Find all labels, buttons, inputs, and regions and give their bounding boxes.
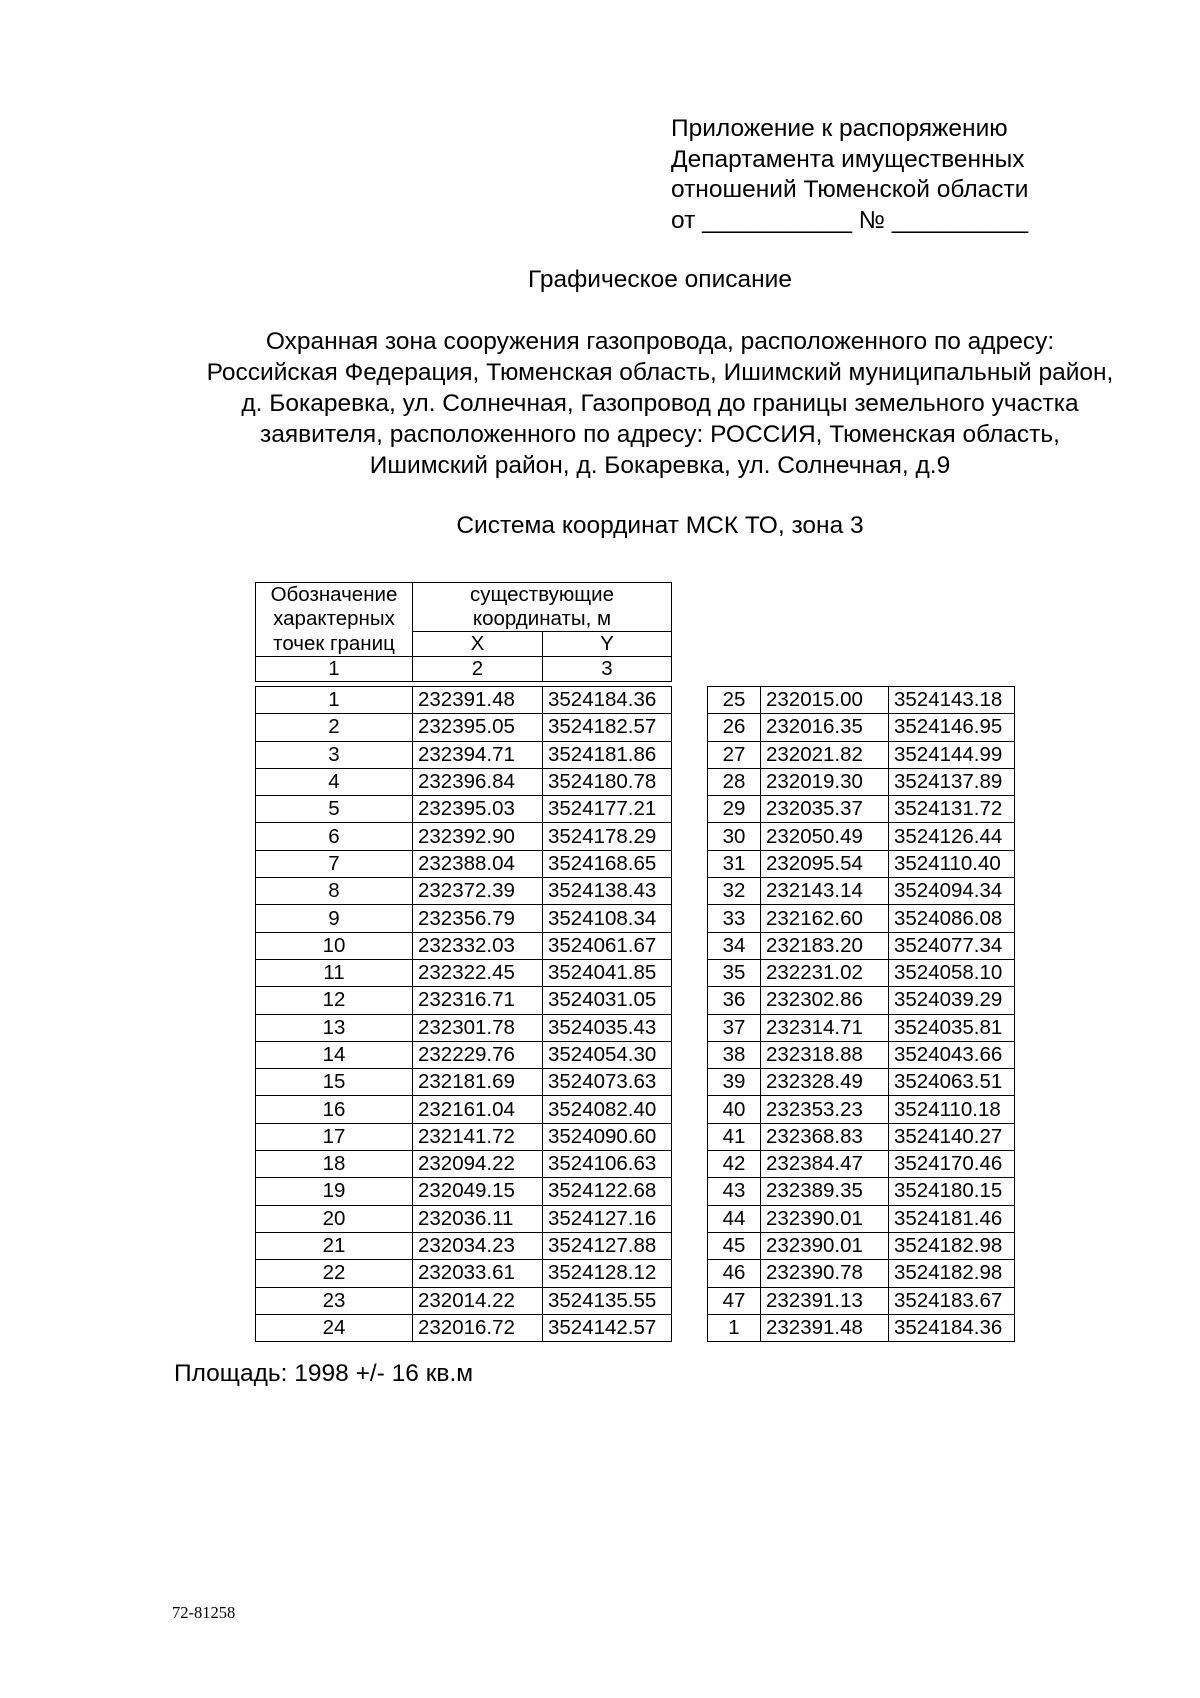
y-coordinate-cell: 3524181.86 xyxy=(543,741,672,768)
point-id-cell: 37 xyxy=(708,1014,761,1041)
y-coordinate-cell: 3524131.72 xyxy=(889,796,1015,823)
x-coordinate-cell: 232390.78 xyxy=(761,1260,889,1287)
header-y-label: Y xyxy=(543,632,672,657)
point-id-cell: 29 xyxy=(708,796,761,823)
table-row xyxy=(708,905,1015,932)
y-coordinate-cell: 3524082.40 xyxy=(543,1096,672,1123)
x-coordinate-cell: 232353.23 xyxy=(761,1096,889,1123)
description-line: Ишимский район, д. Бокаревка, ул. Солнечная, д.9 xyxy=(369,452,951,479)
point-id-cell: 2 xyxy=(256,714,413,741)
appendix-line: Приложение к распоряжению xyxy=(671,115,1008,142)
description-line: Российская Федерация, Тюменская область, Ишимский муниципальный район, xyxy=(206,359,1114,386)
table-row xyxy=(256,987,672,1014)
x-coordinate-cell: 232388.04 xyxy=(413,850,543,877)
point-id-cell: 15 xyxy=(256,1069,413,1096)
x-coordinate-cell: 232314.71 xyxy=(761,1014,889,1041)
point-id-cell: 1 xyxy=(256,687,413,714)
x-coordinate-cell: 232394.71 xyxy=(413,741,543,768)
header-column-number: 1 xyxy=(256,657,413,682)
point-id-cell: 1 xyxy=(708,1314,761,1341)
x-coordinate-cell: 232302.86 xyxy=(761,987,889,1014)
point-id-cell: 38 xyxy=(708,1041,761,1068)
x-coordinate-cell: 232141.72 xyxy=(413,1123,543,1150)
y-coordinate-cell: 3524035.81 xyxy=(889,1014,1015,1041)
header-x-label: X xyxy=(413,632,543,657)
y-coordinate-cell: 3524184.36 xyxy=(889,1314,1015,1341)
x-coordinate-cell: 232050.49 xyxy=(761,823,889,850)
y-coordinate-cell: 3524135.55 xyxy=(543,1287,672,1314)
x-coordinate-cell: 232395.05 xyxy=(413,714,543,741)
x-coordinate-cell: 232332.03 xyxy=(413,932,543,959)
table-row xyxy=(256,905,672,932)
x-coordinate-cell: 232301.78 xyxy=(413,1014,543,1041)
point-id-cell: 39 xyxy=(708,1069,761,1096)
x-coordinate-cell: 232143.14 xyxy=(761,878,889,905)
table-row xyxy=(256,1314,672,1341)
y-coordinate-cell: 3524140.27 xyxy=(889,1123,1015,1150)
point-id-cell: 16 xyxy=(256,1096,413,1123)
x-coordinate-cell: 232162.60 xyxy=(761,905,889,932)
table-row xyxy=(256,687,672,714)
point-id-cell: 40 xyxy=(708,1096,761,1123)
y-coordinate-cell: 3524138.43 xyxy=(543,878,672,905)
y-coordinate-cell: 3524182.98 xyxy=(889,1260,1015,1287)
y-coordinate-cell: 3524181.46 xyxy=(889,1205,1015,1232)
x-coordinate-cell: 232389.35 xyxy=(761,1178,889,1205)
y-coordinate-cell: 3524170.46 xyxy=(889,1151,1015,1178)
point-id-cell: 24 xyxy=(256,1314,413,1341)
y-coordinate-cell: 3524128.12 xyxy=(543,1260,672,1287)
y-coordinate-cell: 3524110.40 xyxy=(889,850,1015,877)
y-coordinate-cell: 3524183.67 xyxy=(889,1287,1015,1314)
header-point-label-line: Обозначение xyxy=(256,583,413,608)
y-coordinate-cell: 3524061.67 xyxy=(543,932,672,959)
point-id-cell: 4 xyxy=(256,768,413,795)
x-coordinate-cell: 232396.84 xyxy=(413,768,543,795)
appendix-line: Департамента имущественных xyxy=(671,145,1025,173)
table-row xyxy=(708,878,1015,905)
table-row xyxy=(256,1096,672,1123)
header-coords-label-line: координаты, м xyxy=(413,607,672,632)
point-id-cell: 47 xyxy=(708,1287,761,1314)
point-id-cell: 27 xyxy=(708,741,761,768)
point-id-cell: 6 xyxy=(256,823,413,850)
header-point-label-line: точек границ xyxy=(256,632,413,657)
y-coordinate-cell: 3524143.18 xyxy=(889,687,1015,714)
appendix-header xyxy=(671,114,1091,236)
point-id-cell: 35 xyxy=(708,959,761,986)
y-coordinate-cell: 3524177.21 xyxy=(543,796,672,823)
description-line: д. Бокаревка, ул. Солнечная, Газопровод до границы земельного участка xyxy=(241,390,1079,417)
y-coordinate-cell: 3524073.63 xyxy=(543,1069,672,1096)
x-coordinate-cell: 232318.88 xyxy=(761,1041,889,1068)
header-column-number: 2 xyxy=(413,657,543,682)
header-point-label-line: характерных xyxy=(256,607,413,632)
y-coordinate-cell: 3524137.89 xyxy=(889,768,1015,795)
point-id-cell: 13 xyxy=(256,1014,413,1041)
point-id-cell: 19 xyxy=(256,1178,413,1205)
y-coordinate-cell: 3524054.30 xyxy=(543,1041,672,1068)
x-coordinate-cell: 232183.20 xyxy=(761,932,889,959)
y-coordinate-cell: 3524122.68 xyxy=(543,1178,672,1205)
table-row xyxy=(256,796,672,823)
y-coordinate-cell: 3524180.78 xyxy=(543,768,672,795)
coordinate-system-label: Система координат МСК ТО, зона 3 xyxy=(456,512,864,539)
y-coordinate-cell: 3524043.66 xyxy=(889,1041,1015,1068)
table-row xyxy=(256,1069,672,1096)
y-coordinate-cell: 3524086.08 xyxy=(889,905,1015,932)
table-row xyxy=(708,1041,1015,1068)
y-coordinate-cell: 3524127.88 xyxy=(543,1232,672,1259)
point-id-cell: 18 xyxy=(256,1151,413,1178)
y-coordinate-cell: 3524182.98 xyxy=(889,1232,1015,1259)
y-coordinate-cell: 3524090.60 xyxy=(543,1123,672,1150)
point-id-cell: 41 xyxy=(708,1123,761,1150)
y-coordinate-cell: 3524077.34 xyxy=(889,932,1015,959)
table-row xyxy=(256,878,672,905)
table-row xyxy=(256,741,672,768)
document-title: Графическое описание xyxy=(528,266,792,293)
table-row xyxy=(708,1205,1015,1232)
coords-table-right xyxy=(707,686,1015,1342)
x-coordinate-cell: 232391.13 xyxy=(761,1287,889,1314)
y-coordinate-cell: 3524106.63 xyxy=(543,1151,672,1178)
point-id-cell: 17 xyxy=(256,1123,413,1150)
x-coordinate-cell: 232229.76 xyxy=(413,1041,543,1068)
x-coordinate-cell: 232391.48 xyxy=(761,1314,889,1341)
y-coordinate-cell: 3524168.65 xyxy=(543,850,672,877)
table-row xyxy=(708,796,1015,823)
table-row xyxy=(256,1287,672,1314)
point-id-cell: 21 xyxy=(256,1232,413,1259)
y-coordinate-cell: 3524039.29 xyxy=(889,987,1015,1014)
description-line: Охранная зона сооружения газопровода, расположенного по адресу: xyxy=(265,328,1055,355)
point-id-cell: 26 xyxy=(708,714,761,741)
document-code: 72-81258 xyxy=(172,1603,236,1622)
table-row xyxy=(256,1178,672,1205)
appendix-date-number-line: от ___________ № __________ xyxy=(671,206,1029,234)
y-coordinate-cell: 3524178.29 xyxy=(543,823,672,850)
header-coords-label-line: существующие xyxy=(413,583,672,608)
y-coordinate-cell: 3524110.18 xyxy=(889,1096,1015,1123)
point-id-cell: 36 xyxy=(708,987,761,1014)
x-coordinate-cell: 232016.72 xyxy=(413,1314,543,1341)
area-label: Площадь: 1998 +/- 16 кв.м xyxy=(174,1360,474,1387)
x-coordinate-cell: 232384.47 xyxy=(761,1151,889,1178)
point-id-cell: 32 xyxy=(708,878,761,905)
y-coordinate-cell: 3524058.10 xyxy=(889,959,1015,986)
point-id-cell: 28 xyxy=(708,768,761,795)
x-coordinate-cell: 232372.39 xyxy=(413,878,543,905)
table-row xyxy=(708,768,1015,795)
table-row xyxy=(708,1232,1015,1259)
y-coordinate-cell: 3524180.15 xyxy=(889,1178,1015,1205)
table-row xyxy=(708,823,1015,850)
table-row xyxy=(708,1069,1015,1096)
y-coordinate-cell: 3524094.34 xyxy=(889,878,1015,905)
table-row xyxy=(256,1205,672,1232)
x-coordinate-cell: 232095.54 xyxy=(761,850,889,877)
point-id-cell: 8 xyxy=(256,878,413,905)
table-row xyxy=(256,714,672,741)
x-coordinate-cell: 232036.11 xyxy=(413,1205,543,1232)
x-coordinate-cell: 232016.35 xyxy=(761,714,889,741)
header-column-number: 3 xyxy=(543,657,672,682)
point-id-cell: 5 xyxy=(256,796,413,823)
point-id-cell: 31 xyxy=(708,850,761,877)
point-id-cell: 45 xyxy=(708,1232,761,1259)
x-coordinate-cell: 232356.79 xyxy=(413,905,543,932)
x-coordinate-cell: 232391.48 xyxy=(413,687,543,714)
table-row xyxy=(708,714,1015,741)
table-row xyxy=(256,850,672,877)
point-id-cell: 23 xyxy=(256,1287,413,1314)
x-coordinate-cell: 232395.03 xyxy=(413,796,543,823)
y-coordinate-cell: 3524127.16 xyxy=(543,1205,672,1232)
table-row xyxy=(708,1178,1015,1205)
x-coordinate-cell: 232014.22 xyxy=(413,1287,543,1314)
y-coordinate-cell: 3524146.95 xyxy=(889,714,1015,741)
x-coordinate-cell: 232015.00 xyxy=(761,687,889,714)
table-row xyxy=(256,959,672,986)
coords-table-header xyxy=(255,582,672,682)
x-coordinate-cell: 232094.22 xyxy=(413,1151,543,1178)
point-id-cell: 33 xyxy=(708,905,761,932)
table-row xyxy=(256,1151,672,1178)
table-row xyxy=(708,1314,1015,1341)
point-id-cell: 25 xyxy=(708,687,761,714)
x-coordinate-cell: 232181.69 xyxy=(413,1069,543,1096)
table-row xyxy=(708,741,1015,768)
x-coordinate-cell: 232033.61 xyxy=(413,1260,543,1287)
point-id-cell: 30 xyxy=(708,823,761,850)
coords-table-left xyxy=(255,686,672,1342)
point-id-cell: 12 xyxy=(256,987,413,1014)
x-coordinate-cell: 232035.37 xyxy=(761,796,889,823)
point-id-cell: 11 xyxy=(256,959,413,986)
y-coordinate-cell: 3524108.34 xyxy=(543,905,672,932)
point-id-cell: 34 xyxy=(708,932,761,959)
point-id-cell: 3 xyxy=(256,741,413,768)
point-id-cell: 43 xyxy=(708,1178,761,1205)
point-id-cell: 22 xyxy=(256,1260,413,1287)
x-coordinate-cell: 232034.23 xyxy=(413,1232,543,1259)
object-description xyxy=(150,326,1170,481)
table-row xyxy=(256,768,672,795)
table-row xyxy=(708,1123,1015,1150)
table-row xyxy=(256,1014,672,1041)
table-row xyxy=(708,932,1015,959)
description-line: заявителя, расположенного по адресу: РОССИЯ, Тюменская область, xyxy=(260,421,1060,448)
y-coordinate-cell: 3524035.43 xyxy=(543,1014,672,1041)
table-row xyxy=(708,1287,1015,1314)
table-row xyxy=(708,1096,1015,1123)
table-row xyxy=(708,1260,1015,1287)
point-id-cell: 42 xyxy=(708,1151,761,1178)
x-coordinate-cell: 232049.15 xyxy=(413,1178,543,1205)
table-row xyxy=(708,987,1015,1014)
x-coordinate-cell: 232316.71 xyxy=(413,987,543,1014)
x-coordinate-cell: 232019.30 xyxy=(761,768,889,795)
x-coordinate-cell: 232390.01 xyxy=(761,1205,889,1232)
x-coordinate-cell: 232328.49 xyxy=(761,1069,889,1096)
table-row xyxy=(708,959,1015,986)
point-id-cell: 7 xyxy=(256,850,413,877)
table-row xyxy=(256,1260,672,1287)
x-coordinate-cell: 232392.90 xyxy=(413,823,543,850)
appendix-line: отношений Тюменской области xyxy=(671,176,1029,203)
table-row xyxy=(256,823,672,850)
table-row xyxy=(256,1232,672,1259)
y-coordinate-cell: 3524182.57 xyxy=(543,714,672,741)
x-coordinate-cell: 232161.04 xyxy=(413,1096,543,1123)
x-coordinate-cell: 232021.82 xyxy=(761,741,889,768)
table-row xyxy=(708,1014,1015,1041)
x-coordinate-cell: 232322.45 xyxy=(413,959,543,986)
table-row xyxy=(708,1151,1015,1178)
point-id-cell: 20 xyxy=(256,1205,413,1232)
point-id-cell: 14 xyxy=(256,1041,413,1068)
table-row xyxy=(708,687,1015,714)
x-coordinate-cell: 232231.02 xyxy=(761,959,889,986)
table-row xyxy=(256,932,672,959)
x-coordinate-cell: 232368.83 xyxy=(761,1123,889,1150)
point-id-cell: 44 xyxy=(708,1205,761,1232)
y-coordinate-cell: 3524063.51 xyxy=(889,1069,1015,1096)
table-row xyxy=(256,1123,672,1150)
y-coordinate-cell: 3524184.36 xyxy=(543,687,672,714)
table-row xyxy=(256,1041,672,1068)
y-coordinate-cell: 3524041.85 xyxy=(543,959,672,986)
y-coordinate-cell: 3524144.99 xyxy=(889,741,1015,768)
y-coordinate-cell: 3524142.57 xyxy=(543,1314,672,1341)
point-id-cell: 9 xyxy=(256,905,413,932)
y-coordinate-cell: 3524126.44 xyxy=(889,823,1015,850)
point-id-cell: 10 xyxy=(256,932,413,959)
table-row xyxy=(708,850,1015,877)
x-coordinate-cell: 232390.01 xyxy=(761,1232,889,1259)
y-coordinate-cell: 3524031.05 xyxy=(543,987,672,1014)
point-id-cell: 46 xyxy=(708,1260,761,1287)
